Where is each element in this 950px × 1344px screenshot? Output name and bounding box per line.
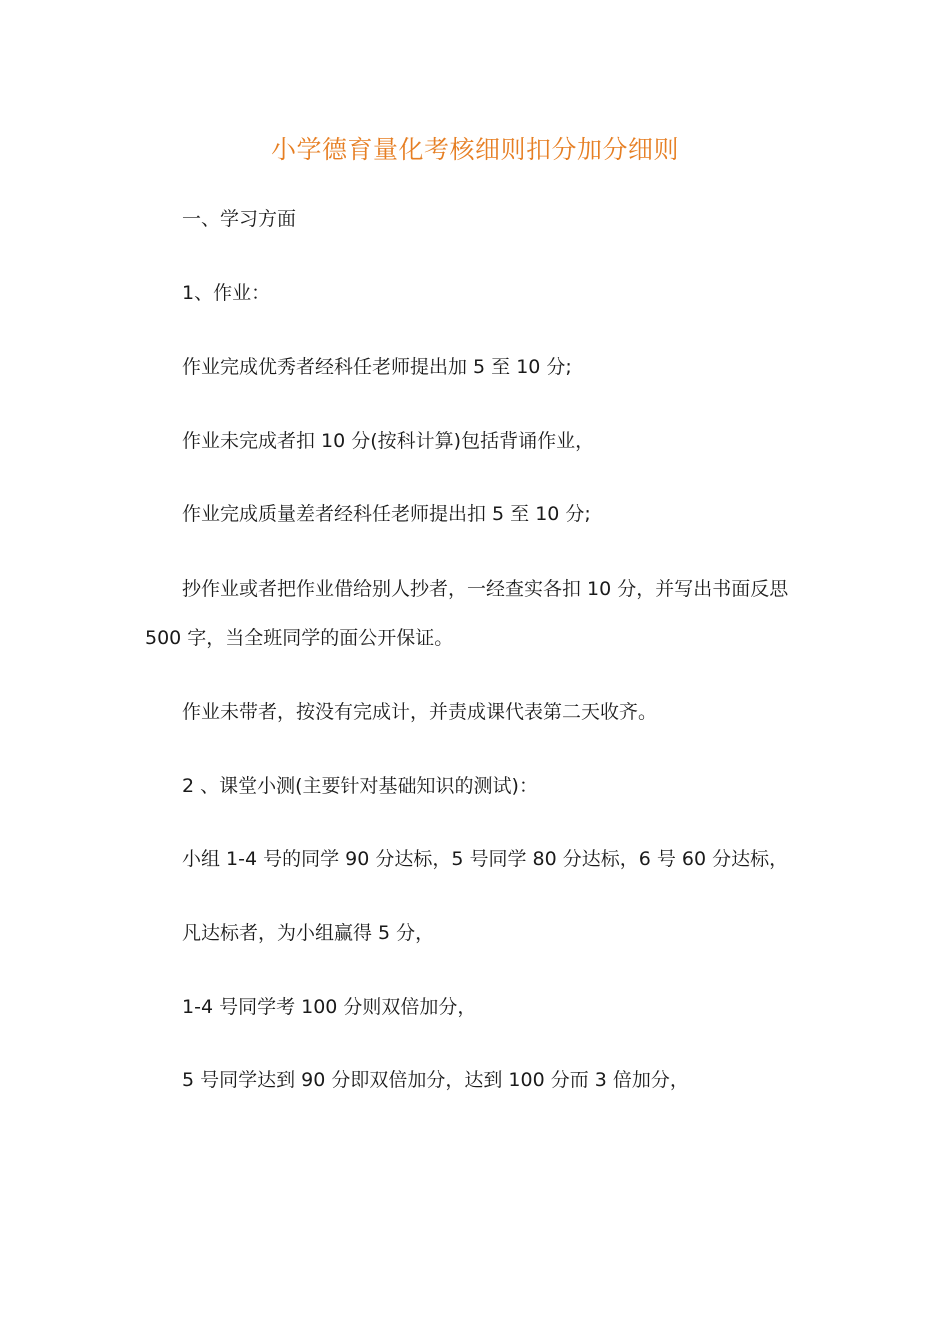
subsection-heading-quiz: 2 、课堂小测(主要针对基础知识的测试)： xyxy=(182,775,538,797)
rule-homework-incomplete: 作业未完成者扣 10 分(按科计算)包括背诵作业， xyxy=(182,430,595,452)
rule-homework-copying: 抄作业或者把作业借给别人抄者，一经查实各扣 10 分，并写出书面反思 xyxy=(182,578,789,600)
rule-quiz-bonus-number-5: 5 号同学达到 90 分即双倍加分，达到 100 分而 3 倍加分， xyxy=(182,1069,689,1091)
rule-homework-poor-quality: 作业完成质量差者经科任老师提出扣 5 至 10 分; xyxy=(182,503,591,525)
rule-homework-copying-continued: 500 字，当全班同学的面公开保证。 xyxy=(145,627,454,649)
rule-homework-not-brought: 作业未带者，按没有完成计，并责成课代表第二天收齐。 xyxy=(182,701,658,723)
subsection-heading-homework: 1、作业： xyxy=(182,282,271,304)
section-heading-study: 一、学习方面 xyxy=(182,208,297,230)
rule-quiz-group-points: 凡达标者，为小组赢得 5 分， xyxy=(182,922,435,944)
document-title: 小学德育量化考核细则扣分加分细则 xyxy=(270,135,679,164)
rule-quiz-double-points-1-4: 1-4 号同学考 100 分则双倍加分， xyxy=(182,996,477,1018)
rule-quiz-pass-standard: 小组 1-4 号的同学 90 分达标，5 号同学 80 分达标，6 号 60 分达标， xyxy=(182,848,789,870)
rule-homework-excellent: 作业完成优秀者经科任老师提出加 5 至 10 分; xyxy=(182,356,572,378)
